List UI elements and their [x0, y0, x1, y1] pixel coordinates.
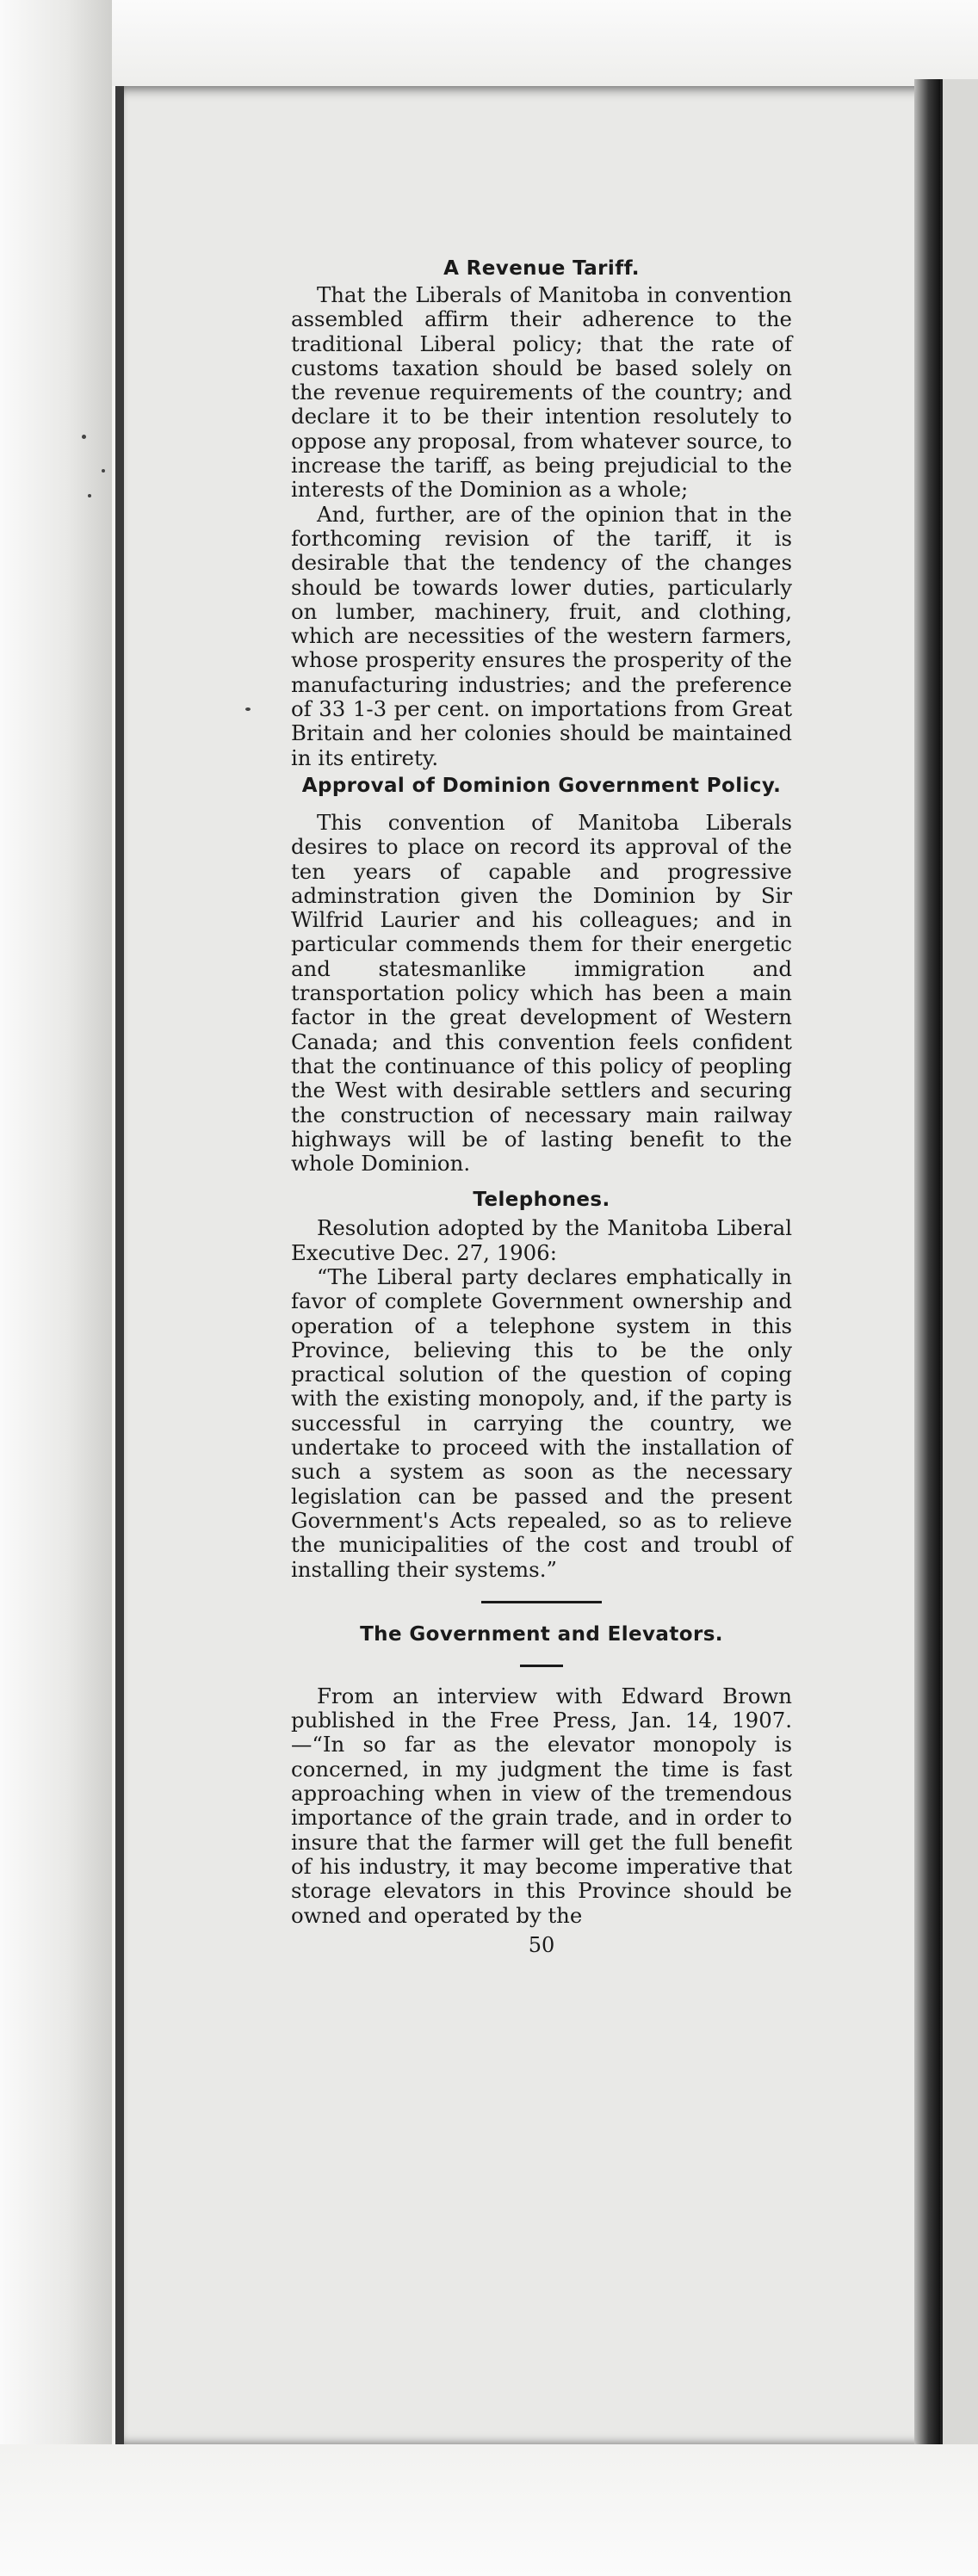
spine-shadow	[914, 79, 940, 2455]
left-page-edge	[0, 0, 112, 2576]
paragraph-revenue-tariff-1: That the Liberals of Manitoba in convention assembled affirm their adherence to the traditional Liberal policy; that the rate of customs taxation should be based solely on the revenue requirements of the country; and declare it to be their intention resolutely to oppose any proposal, from whatever source, to increase the tariff, as being prejudicial to the interests of the Dominion as a whole;	[291, 282, 792, 503]
section-divider	[481, 1601, 602, 1603]
scan-speck	[102, 469, 105, 473]
paragraph-elevators: From an interview with Edward Brown published in the Free Press, Jan. 14, 1907.—“In so far as the elevator monopoly is concerned, in my judgment the time is fast approaching when in view of the tremendous importance of the grain trade, and in order to insure that the farmer will get the full benefit of his industry, it may become imperative that storage elevators in this Province should be owned and operated by the	[291, 1683, 792, 1928]
text-column	[291, 256, 792, 1957]
short-dash-divider	[520, 1665, 563, 1667]
scan-speck	[82, 435, 86, 439]
paragraph-telephones-intro: Resolution adopted by the Manitoba Liberal Executive Dec. 27, 1906:	[291, 1215, 792, 1265]
scan-speck	[88, 494, 91, 497]
top-margin	[112, 0, 978, 86]
section-heading-revenue-tariff: A Revenue Tariff.	[443, 257, 640, 280]
section-heading-dominion-policy: Approval of Dominion Government Policy.	[301, 774, 782, 797]
paragraph-revenue-tariff-2: And, further, are of the opinion that in the forthcoming revision of the tariff, it is desirable that the tendency of the changes should be towards lower duties, particularly on lumber, machinery, fruit, and clothing, which are necessities of the western farmers, whose prosperity ensures the prosperity of the manufacturing industries; and the preference of 33 1-3 per cent. on importations from Great Britain and her colonies should be maintained in its entirety.	[291, 501, 792, 770]
right-page-edge	[940, 79, 978, 2575]
paragraph-telephones-quote: “The Liberal party declares emphatically in favor of complete Government ownership and operation of a telephone system in this Province, believing this to be the only practical solution of the question of coping with the existing monopoly, and, if the party is successful in carrying the country, we undertake to proceed with the installation of such a system as soon as the necessary legislation can be passed and the present Government's Acts repealed, so as to relieve the municipalities of the cost and troubl of installing their systems.”	[291, 1263, 792, 1582]
section-heading-telephones: Telephones.	[473, 1189, 610, 1212]
section-heading-elevators: The Government and Elevators.	[360, 1622, 723, 1646]
scan-speck	[245, 707, 251, 711]
bottom-margin	[0, 2444, 978, 2576]
page-number: 50	[528, 1932, 555, 1957]
paragraph-dominion-policy: This convention of Manitoba Liberals desires to place on record its approval of the ten years of capable and progressive adminstration given the Dominion by Sir Wilfrid Laurier and his colleagues; and in particular commends them for their energetic and statesmanlike immigration and transportation policy which has been a main factor in the great development of Western Canada; and this convention feels confident that the continuance of this policy of peopling the West with desirable settlers and securing the construction of necessary main railway highways will be of lasting benefit to the whole Dominion.	[291, 809, 792, 1177]
